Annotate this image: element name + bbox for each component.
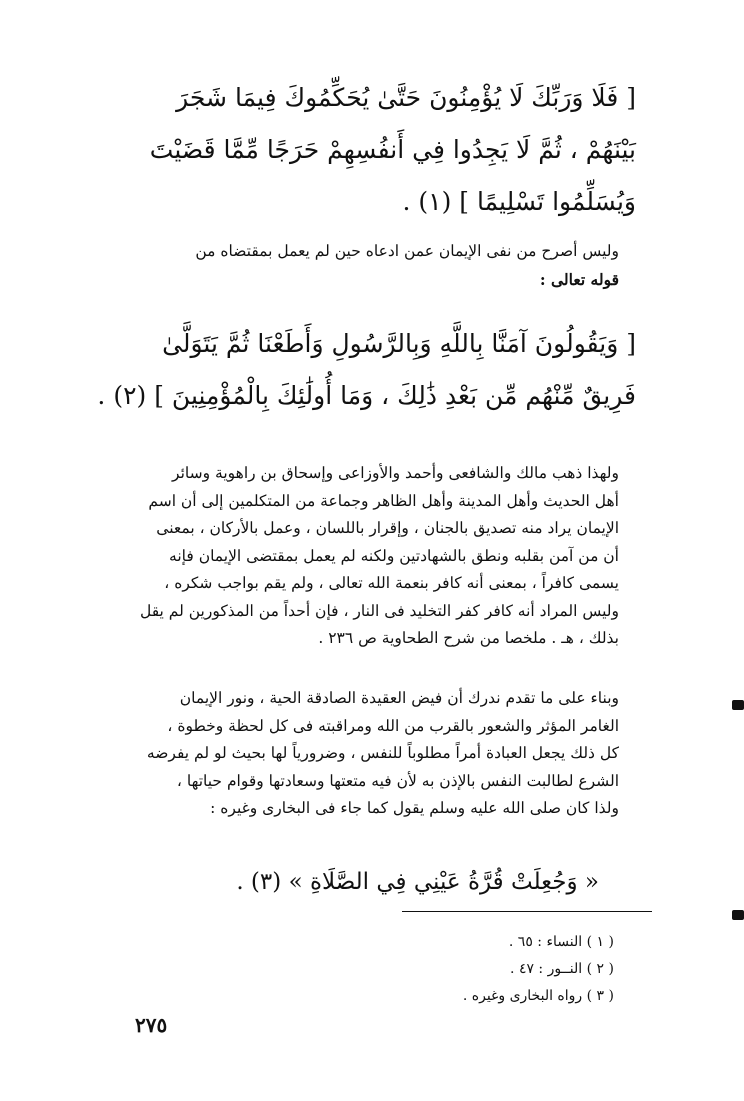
quran-verse-2-line: [ وَيَقُولُونَ آمَنَّا بِاللَّهِ وَبِالرَّسُولِ وَأَطَعْنَا ثُمَّ يَتَوَلَّىٰ <box>162 329 636 358</box>
footnote: ( ١ ) النساء : ٦٥ . <box>508 934 614 950</box>
footnote-divider <box>402 911 652 912</box>
quran-verse-2-line: فَرِيقٌ مِّنْهُم مِّن بَعْدِ ذَٰلِكَ ، وَمَا أُولَٰئِكَ بِالْمُؤْمِنِينَ ] (٢) . <box>97 381 636 410</box>
quran-verse-1-line: [ فَلَا وَرَبِّكَ لَا يُؤْمِنُونَ حَتَّىٰ يُحَكِّمُوكَ فِيمَا شَجَرَ <box>176 83 636 112</box>
paragraph-3-line: وبناء على ما تقدم ندرك أن فيض العقيدة الصادقة الحية ، ونور الإيمان <box>179 689 619 707</box>
quran-verse-2 <box>97 318 636 422</box>
paragraph-2-line: أن من آمن بقلبه ونطق بالشهادتين ولكنه لم يعمل بمقتضى الإيمان فإنه <box>169 546 619 565</box>
quran-verse-1-line: بَيْنَهُمْ ، ثُمَّ لَا يَجِدُوا فِي أَنفُسِهِمْ حَرَجًا مِّمَّا قَضَيْتَ <box>149 135 636 164</box>
footnote: ( ٣ ) رواه البخارى وغيره . <box>462 988 614 1004</box>
paragraph-2-line: أهل الحديث وأهل المدينة وأهل الظاهر وجماعة من المتكلمين إلى أن اسم <box>148 491 619 510</box>
page-number: ٢٧٥ <box>135 1013 168 1037</box>
hadith-quote: « وَجُعِلَتْ قُرَّةُ عَيْنِي فِي الصَّلَاةِ » (٣) . <box>236 869 599 895</box>
paragraph-3-line: ولذا كان صلى الله عليه وسلم يقول كما جاء فى البخارى وغيره : <box>210 799 619 817</box>
scan-edge-mark <box>732 700 744 710</box>
footnote: ( ٢ ) النــور : ٤٧ . <box>510 961 614 977</box>
paragraph-2-line: بذلك ، هـ . ملخصا من شرح الطحاوية ص ٢٣٦ . <box>318 629 619 647</box>
paragraph-2-line: وليس المراد أنه كافر كفر التخليد فى النار ، فإن أحداً من المذكورين لم يقل <box>139 601 619 620</box>
paragraph-2-line: الإيمان يراد منه تصديق بالجنان ، وإقرار باللسان ، وعمل بالأركان ، بمعنى <box>156 519 619 537</box>
paragraph-3-line: الغامر المؤثر والشعور بالقرب من الله ومراقبته فى كل لحظة وخطوة ، <box>167 716 619 735</box>
paragraph-1-line: قوله تعالى : <box>539 269 619 289</box>
quran-verse-1-line: وَيُسَلِّمُوا تَسْلِيمًا ] (١) . <box>402 187 636 216</box>
paragraph-3 <box>124 685 619 823</box>
paragraph-2-line: يسمى كافراً ، بمعنى أنه كافر بنعمة الله تعالى ، ولم يقم بواجب شكره ، <box>164 574 619 592</box>
paragraph-2-line: ولهذا ذهب مالك والشافعى وأحمد والأوزاعى وإسحاق بن راهوية وسائر <box>172 464 619 482</box>
paragraph-3-line: كل ذلك يجعل العبادة أمراً مطلوباً للنفس ، وضرورياً لها بحيث لو لم يفرضه <box>146 744 619 762</box>
paragraph-1 <box>124 238 619 293</box>
scan-edge-mark <box>732 910 744 920</box>
quran-verse-1 <box>126 72 636 228</box>
paragraph-3-line: الشرع لطالبت النفس بالإذن به لأن فيه متعتها وسعادتها وقوام حياتها ، <box>176 771 619 790</box>
paragraph-1-line: وليس أصرح من نفى الإيمان عمن ادعاه حين لم يعمل بمقتضاه من <box>195 242 619 260</box>
paragraph-2 <box>124 460 619 653</box>
